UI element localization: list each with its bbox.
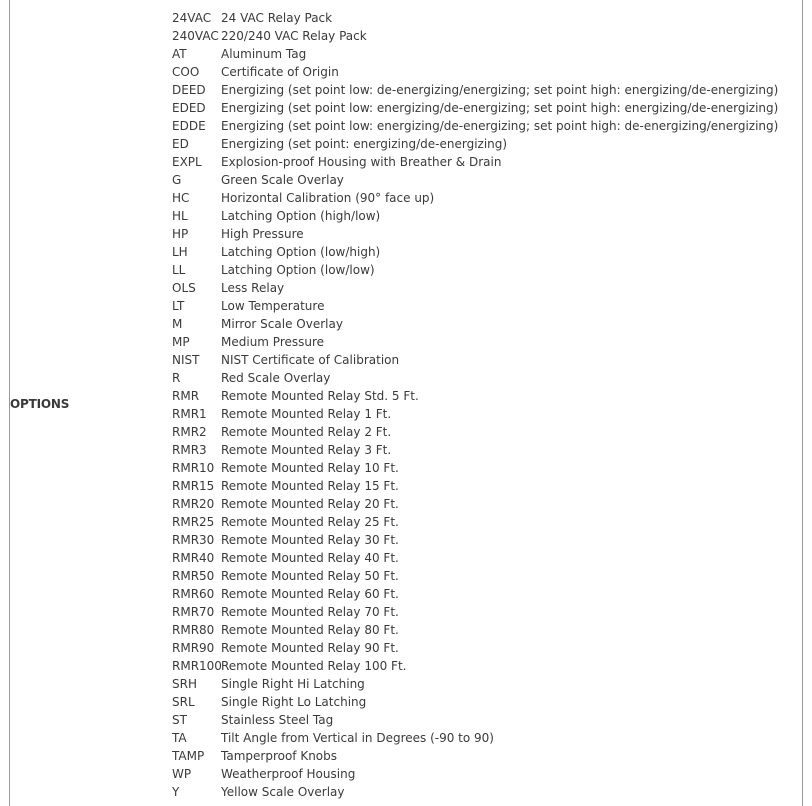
option-description: Latching Option (low/low) xyxy=(221,263,375,277)
option-description: Energizing (set point low: energizing/de-energizing; set point high: energizing/de-energizing) xyxy=(221,101,779,115)
option-row xyxy=(172,423,778,441)
option-code: RMR60 xyxy=(172,587,215,601)
options-header-label: OPTIONS xyxy=(10,397,70,411)
option-code: ST xyxy=(172,713,187,727)
option-row xyxy=(172,315,778,333)
option-row xyxy=(172,549,778,567)
option-description: Energizing (set point low: de-energizing/energizing; set point high: energizing/de-energizing) xyxy=(221,83,779,97)
option-description: Stainless Steel Tag xyxy=(221,713,334,727)
option-code: 24VAC xyxy=(172,11,212,25)
option-description: Latching Option (high/low) xyxy=(221,209,381,223)
option-row xyxy=(172,657,778,675)
option-code: HC xyxy=(172,191,190,205)
option-description: Remote Mounted Relay 20 Ft. xyxy=(221,497,399,511)
option-code: EDDE xyxy=(172,119,206,133)
option-description: High Pressure xyxy=(221,227,304,241)
option-row xyxy=(172,351,778,369)
option-description: Energizing (set point: energizing/de-energizing) xyxy=(221,137,508,151)
option-description: Less Relay xyxy=(221,281,285,295)
option-description: Explosion-proof Housing with Breather & Drain xyxy=(221,155,502,169)
option-row xyxy=(172,153,778,171)
option-row xyxy=(172,225,778,243)
option-description: Red Scale Overlay xyxy=(221,371,331,385)
option-row xyxy=(172,279,778,297)
option-row xyxy=(172,99,778,117)
option-description: Remote Mounted Relay 25 Ft. xyxy=(221,515,399,529)
option-row xyxy=(172,693,778,711)
option-code: WP xyxy=(172,767,192,781)
option-description: Energizing (set point low: energizing/de-energizing; set point high: de-energizing/energizing) xyxy=(221,119,779,133)
option-code: R xyxy=(172,371,181,385)
option-code: G xyxy=(172,173,182,187)
option-row xyxy=(172,531,778,549)
option-description: Remote Mounted Relay 60 Ft. xyxy=(221,587,399,601)
option-row xyxy=(172,117,778,135)
option-code: COO xyxy=(172,65,200,79)
option-row xyxy=(172,387,778,405)
option-description: Mirror Scale Overlay xyxy=(221,317,343,331)
option-code: RMR80 xyxy=(172,623,215,637)
option-code: RMR70 xyxy=(172,605,215,619)
option-description: Certificate of Origin xyxy=(221,65,339,79)
options-list xyxy=(172,9,778,801)
option-code: LL xyxy=(172,263,186,277)
option-code: DEED xyxy=(172,83,206,97)
option-row xyxy=(172,189,778,207)
option-code: EDED xyxy=(172,101,206,115)
option-code: RMR xyxy=(172,389,200,403)
option-description: Tilt Angle from Vertical in Degrees (-90 to 90) xyxy=(221,731,494,745)
option-code: RMR50 xyxy=(172,569,215,583)
option-row xyxy=(172,729,778,747)
option-code: AT xyxy=(172,47,187,61)
option-row xyxy=(172,621,778,639)
option-description: Remote Mounted Relay 15 Ft. xyxy=(221,479,399,493)
option-code: RMR40 xyxy=(172,551,215,565)
option-description: Horizontal Calibration (90° face up) xyxy=(221,191,435,205)
option-code: RMR2 xyxy=(172,425,207,439)
option-description: Yellow Scale Overlay xyxy=(221,785,345,799)
option-code: 240VAC xyxy=(172,29,219,43)
option-description: Remote Mounted Relay 90 Ft. xyxy=(221,641,399,655)
option-code: RMR15 xyxy=(172,479,215,493)
option-code: TA xyxy=(172,731,187,745)
option-row xyxy=(172,45,778,63)
option-row xyxy=(172,27,778,45)
option-code: Y xyxy=(172,785,180,799)
option-row xyxy=(172,747,778,765)
option-code: RMR25 xyxy=(172,515,215,529)
option-row xyxy=(172,207,778,225)
option-code: RMR1 xyxy=(172,407,207,421)
option-code: M xyxy=(172,317,183,331)
option-code: ED xyxy=(172,137,189,151)
option-row xyxy=(172,783,778,801)
option-code: LH xyxy=(172,245,188,259)
option-description: Remote Mounted Relay 50 Ft. xyxy=(221,569,399,583)
option-code: MP xyxy=(172,335,190,349)
option-row xyxy=(172,711,778,729)
option-description: Aluminum Tag xyxy=(221,47,307,61)
option-code: RMR100 xyxy=(172,659,222,673)
option-row xyxy=(172,441,778,459)
option-row xyxy=(172,63,778,81)
option-description: 24 VAC Relay Pack xyxy=(221,11,333,25)
option-row xyxy=(172,513,778,531)
option-row xyxy=(172,333,778,351)
option-code: LT xyxy=(172,299,185,313)
option-row xyxy=(172,459,778,477)
option-description: Tamperproof Knobs xyxy=(221,749,338,763)
option-row xyxy=(172,243,778,261)
option-description: Remote Mounted Relay 10 Ft. xyxy=(221,461,399,475)
option-description: Medium Pressure xyxy=(221,335,325,349)
option-code: EXPL xyxy=(172,155,202,169)
option-description: Remote Mounted Relay 3 Ft. xyxy=(221,443,392,457)
option-row xyxy=(172,639,778,657)
option-row xyxy=(172,477,778,495)
option-row xyxy=(172,81,778,99)
option-row xyxy=(172,171,778,189)
option-row xyxy=(172,369,778,387)
option-description: Remote Mounted Relay 1 Ft. xyxy=(221,407,392,421)
option-description: 220/240 VAC Relay Pack xyxy=(221,29,367,43)
option-description: Single Right Hi Latching xyxy=(221,677,365,691)
option-code: RMR90 xyxy=(172,641,215,655)
option-row xyxy=(172,603,778,621)
option-code: SRL xyxy=(172,695,195,709)
option-description: Weatherproof Housing xyxy=(221,767,356,781)
option-description: NIST Certificate of Calibration xyxy=(221,353,400,367)
option-description: Remote Mounted Relay 40 Ft. xyxy=(221,551,399,565)
option-row xyxy=(172,135,778,153)
option-row xyxy=(172,675,778,693)
option-description: Remote Mounted Relay 70 Ft. xyxy=(221,605,399,619)
option-description: Latching Option (low/high) xyxy=(221,245,381,259)
option-code: TAMP xyxy=(172,749,205,763)
option-description: Remote Mounted Relay 30 Ft. xyxy=(221,533,399,547)
option-code: OLS xyxy=(172,281,196,295)
option-description: Remote Mounted Relay 80 Ft. xyxy=(221,623,399,637)
option-row xyxy=(172,405,778,423)
option-description: Green Scale Overlay xyxy=(221,173,344,187)
option-code: HL xyxy=(172,209,188,223)
option-description: Single Right Lo Latching xyxy=(221,695,367,709)
option-description: Low Temperature xyxy=(221,299,325,313)
option-row xyxy=(172,9,778,27)
option-description: Remote Mounted Relay 2 Ft. xyxy=(221,425,392,439)
option-code: RMR30 xyxy=(172,533,215,547)
option-description: Remote Mounted Relay Std. 5 Ft. xyxy=(221,389,419,403)
option-code: RMR10 xyxy=(172,461,215,475)
option-description: Remote Mounted Relay 100 Ft. xyxy=(221,659,407,673)
option-row xyxy=(172,261,778,279)
option-code: HP xyxy=(172,227,189,241)
option-code: SRH xyxy=(172,677,197,691)
option-row xyxy=(172,297,778,315)
option-row xyxy=(172,765,778,783)
option-row xyxy=(172,495,778,513)
option-code: RMR3 xyxy=(172,443,207,457)
option-row xyxy=(172,585,778,603)
option-code: NIST xyxy=(172,353,200,367)
option-row xyxy=(172,567,778,585)
option-code: RMR20 xyxy=(172,497,215,511)
